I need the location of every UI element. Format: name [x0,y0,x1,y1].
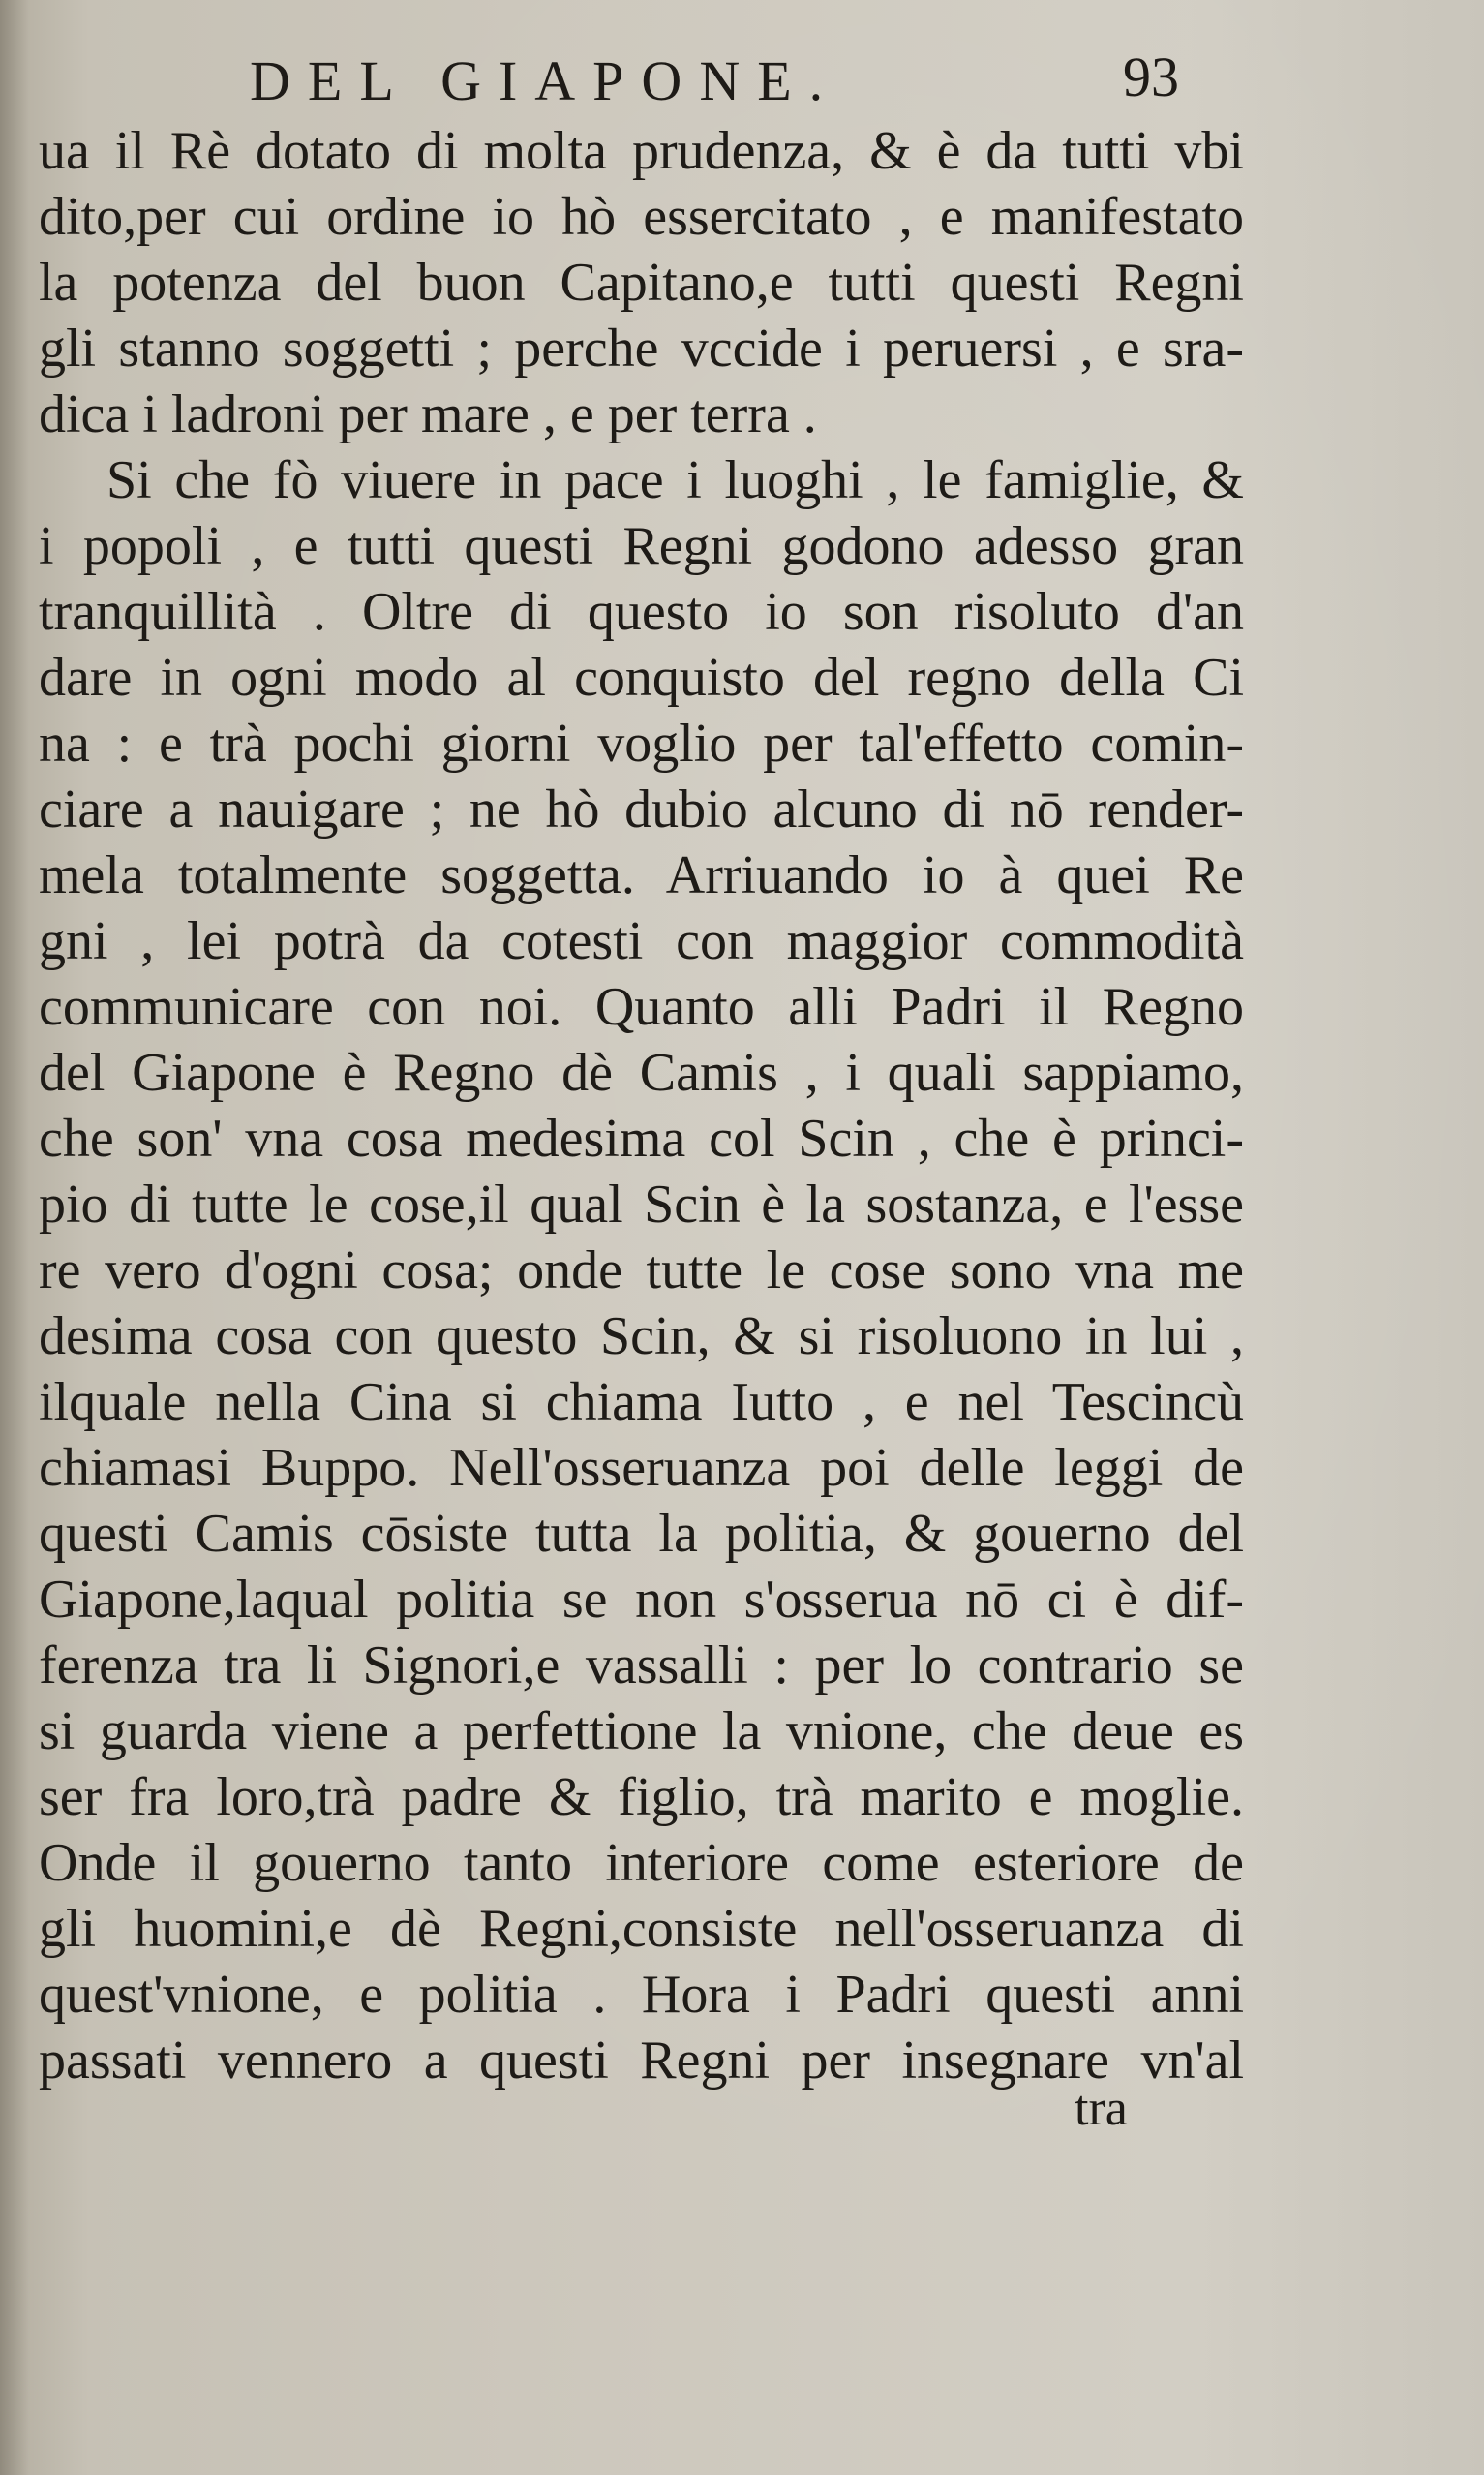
text-line: quest'vnione, e politia . Hora i Padri questi anni [39,1965,1244,2025]
text-line: na : e trà pochi giorni voglio per tal'effetto comin- [39,714,1244,774]
text-line: re vero d'ogni cosa; onde tutte le cose sono vna me [39,1240,1244,1300]
text-line: Onde il gouerno tanto interiore come esteriore de [39,1833,1244,1893]
text-line: tranquillità . Oltre di questo io son risoluto d'an [39,582,1244,642]
text-line: ser fra loro,trà padre & figlio, trà marito e moglie. [39,1767,1244,1827]
text-line: gni , lei potrà da cotesti con maggior commodità [39,911,1244,971]
text-line: dito,per cui ordine io hò essercitato , e manifestato [39,187,1244,247]
text-line: Si che fò viuere in pace i luoghi , le famiglie, & [106,450,1244,510]
text-line: ferenza tra li Signori,e vassalli : per lo contrario se [39,1635,1244,1696]
text-line: che son' vna cosa medesima col Scin , che è princi- [39,1109,1244,1169]
text-line: questi Camis cōsiste tutta la politia, & gouerno del [39,1504,1244,1564]
text-line: la potenza del buon Capitano,e tutti questi Regni [39,253,1244,313]
text-line: ua il Rè dotato di molta prudenza, & è da tutti vbi [39,121,1244,181]
text-block [39,39,1258,2093]
text-line: gli huomini,e dè Regni,consiste nell'osseruanza di [39,1899,1244,1959]
text-line: dare in ogni modo al conquisto del regno della Ci [39,648,1244,708]
text-line: pio di tutte le cose,il qual Scin è la sostanza, e l'esse [39,1175,1244,1235]
text-line: del Giapone è Regno dè Camis , i quali sappiamo, [39,1043,1244,1103]
text-line: passati vennero a questi Regni per insegnare vn'al [39,2031,1244,2091]
text-line: Giapone,laqual politia se non s'osserua nō ci è dif- [39,1570,1244,1630]
running-head-title: DEL GIAPONE. [250,49,841,112]
text-line: communicare con noi. Quanto alli Padri il Regno [39,977,1244,1037]
text-line: gli stanno soggetti ; perche vccide i peruersi , e sra- [39,319,1244,379]
text-line: ilquale nella Cina si chiama Iutto , e nel Tescincù [39,1372,1244,1432]
text-line: mela totalmente soggetta. Arriuando io à quei Re [39,845,1244,905]
body-text [39,118,1258,2093]
text-line: ciare a nauigare ; ne hò dubio alcuno di nō render- [39,779,1244,840]
page-number: 93 [1123,46,1179,108]
text-line: si guarda viene a perfettione la vnione, che deue es [39,1701,1244,1761]
text-line: desima cosa con questo Scin, & si risoluono in lui , [39,1306,1244,1366]
text-line: i popoli , e tutti questi Regni godono adesso gran [39,516,1244,576]
page-gutter-shadow [0,0,29,2475]
catchword: tra [1075,2081,1128,2136]
text-line: dica i ladroni per mare , e per terra . [39,384,817,444]
text-line: chiamasi Buppo. Nell'osseruanza poi delle leggi de [39,1438,1244,1498]
running-head [39,39,1258,118]
